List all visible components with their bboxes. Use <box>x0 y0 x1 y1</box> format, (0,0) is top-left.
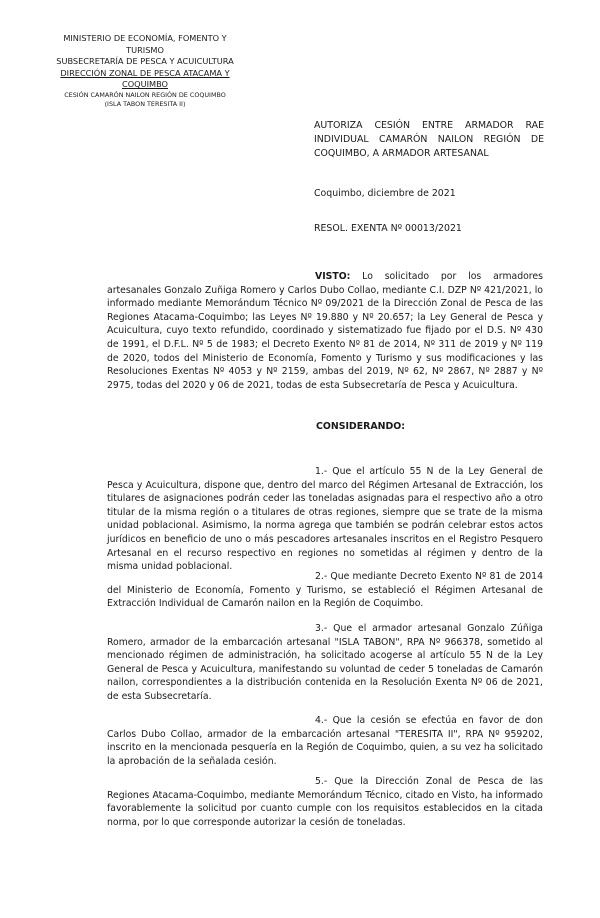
considerando-item <box>107 465 543 574</box>
header-reference-vessels: (ISLA TABON TERESITA II) <box>104 99 186 108</box>
header-subsecretaria: SUBSECRETARÍA DE PESCA Y ACUICULTURA <box>56 56 234 66</box>
item-first-line: 1.- Que el artículo 55 N de la Ley General de <box>315 466 543 477</box>
item-text: Regiones Atacama-Coquimbo, mediante Memorándum Técnico, citado en Visto, ha informado favorablemente la solicitud por cuanto cumple con los requisitos establecidos en la citada norma, por lo que corresponde autorizar la cesión de toneladas. <box>107 789 543 828</box>
considerando-item <box>107 570 543 611</box>
considerando-heading: CONSIDERANDO: <box>316 421 405 432</box>
item-text: Romero, armador de la embarcación artesanal "ISLA TABON", RPA Nº 966378, sometido al mencionado régimen de administración, ha solicitado acogerse al artículo 55 N de la Ley General de Pesca y Acuicultura, manifestando su voluntad de ceder 5 toneladas de Camarón nailon, correspondientes a la distribución contenida en la Resolución Exenta Nº 06 de 2021, de esta Subsecretaría. <box>107 636 543 702</box>
place-date: Coquimbo, diciembre de 2021 <box>314 188 456 199</box>
considerando-item <box>107 775 543 829</box>
item-first-line: 5.- Que la Dirección Zonal de Pesca de las <box>315 776 543 787</box>
visto-label: VISTO: <box>315 271 351 282</box>
item-first-line: 3.- Que el armador artesanal Gonzalo Zúñiga <box>315 623 543 634</box>
visto-section <box>107 270 543 392</box>
considerando-item <box>107 714 543 768</box>
item-text: Carlos Dubo Collao, armador de la embarcación artesanal "TERESITA II", RPA Nº 959202, inscrito en la mencionada pesquería en la Región de Coquimbo, quien, a su vez ha solicitado la aprobación de la señalada cesión. <box>107 728 543 767</box>
header-ministry: MINISTERIO DE ECONOMÍA, FOMENTO Y <box>63 33 227 43</box>
issuer-header <box>50 33 240 109</box>
header-direccion: DIRECCIÓN ZONAL DE PESCA ATACAMA Y <box>60 67 230 78</box>
title-line-3: COQUIMBO, A ARMADOR ARTESANAL <box>314 148 489 159</box>
title-line-1: AUTORIZA CESIÓN ENTRE ARMADOR RAE <box>314 120 544 131</box>
item-first-line: 4.- Que la cesión se efectúa en favor de don <box>315 715 543 726</box>
title-line-2: INDIVIDUAL CAMARÓN NAILON REGIÓN DE <box>314 134 544 145</box>
header-ministry-cont: TURISMO <box>126 44 164 55</box>
header-reference: CESIÓN CAMARÓN NAILON REGIÓN DE COQUIMBO <box>64 90 226 99</box>
header-direccion-cont: COQUIMBO <box>122 79 168 89</box>
item-text: del Ministerio de Economía, Fomento y Turismo, se estableció el Régimen Artesanal de Extracción Individual de Camarón nailon en la Región de Coquimbo. <box>107 584 543 610</box>
considerando-item <box>107 622 543 704</box>
resolution-number: RESOL. EXENTA Nº 00013/2021 <box>314 223 462 234</box>
item-first-line: 2.- Que mediante Decreto Exento Nº 81 de 2014 <box>315 571 543 582</box>
visto-first-line: Lo solicitado por los armadores artesanales <box>107 271 543 296</box>
document-title <box>314 119 544 161</box>
visto-text: Gonzalo Zuñiga Romero y Carlos Dubo Collao, mediante C.I. DZP Nº 421/2021, lo informado mediante Memorándum Técnico Nº 09/2021 de la Dirección Zonal de Pesca de las Regiones Atacama-Coquimbo; las Leyes Nº 19.880 y Nº 20.657; la Ley General de Pesca y Acuicultura, cuyo texto refundido, coordinado y sistematizado fue fijado por el D.S. Nº 430 de 1991, el D.F.L. Nº 5 de 1983; el Decreto Exento Nº 81 de 2014, Nº 311 de 2019 y Nº 119 de 2020, todos del Ministerio de Economía, Fomento y Turismo y sus modificaciones y las Resoluciones Exentas Nº 4053 y Nº 2159, ambas del 2019, Nº 62, Nº 2867, Nº 2887 y Nº 2975, todas del 2020 y 06 de 2021, todas de esta Subsecretaría de Pesca y Acuicultura. <box>107 284 543 391</box>
item-text: Pesca y Acuicultura, dispone que, dentro del marco del Régimen Artesanal de Extracción, los titulares de asignaciones podrán ceder las toneladas asignadas para el respectivo año a otro titular de la misma región o a titulares de otras regiones, siempre que se trate de la misma unidad poblacional. Asimismo, la norma agrega que también se podrán celebrar estos actos jurídicos en beneficio de uno o más pescadores artesanales inscritos en el Registro Pesquero Artesanal en el recurso respectivo en regiones no sometidas al régimen y dentro de la misma unidad poblacional. <box>107 479 543 573</box>
